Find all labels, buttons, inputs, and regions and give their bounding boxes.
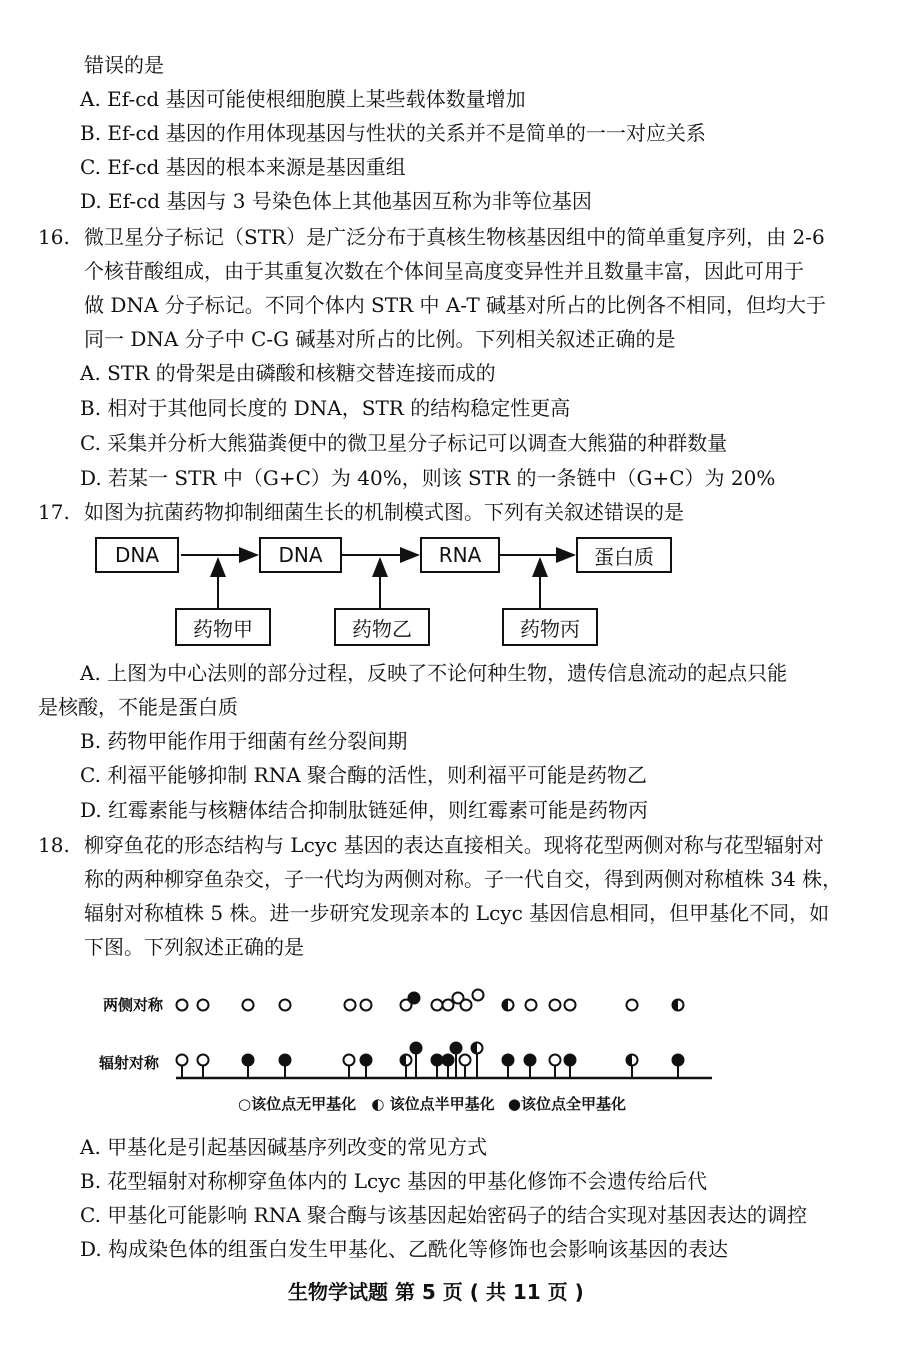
row-label-radial: 辐射对称 bbox=[99, 1054, 160, 1072]
flow-box-rna: RNA bbox=[420, 537, 500, 573]
q15-option-b: B. Ef-cd 基因的作用体现基因与性状的关系并不是简单的一一对应关系 bbox=[80, 121, 706, 145]
q17-option-b: B. 药物甲能作用于细菌有丝分裂间期 bbox=[80, 729, 408, 753]
bilateral-site-marker bbox=[361, 1000, 372, 1011]
legend bbox=[238, 1094, 626, 1114]
q16-stem-line: 微卫星分子标记（STR）是广泛分布于真核生物核基因组中的简单重复序列，由 2-6 bbox=[84, 225, 825, 249]
legend-full-icon: ● bbox=[507, 1095, 522, 1113]
q17-stem: 如图为抗菌药物抑制细菌生长的机制模式图。下列有关叙述错误的是 bbox=[84, 500, 684, 524]
q18-stem-line: 称的两种柳穿鱼杂交，子一代均为两侧对称。子一代自交，得到两侧对称植株 34 株， bbox=[84, 867, 843, 891]
q18-stem-line: 辐射对称植株 5 株。进一步研究发现亲本的 Lcyc 基因信息相同，但甲基化不同，如 bbox=[84, 901, 830, 925]
page-footer: 生物学试题 第 5 页 ( 共 11 页 ) bbox=[288, 1280, 584, 1304]
bilateral-site-marker bbox=[473, 990, 484, 1001]
q15-stem-tail: 错误的是 bbox=[84, 53, 164, 77]
row-label-bilateral: 两侧对称 bbox=[103, 996, 164, 1014]
q17-option-a-cont: 是核酸，不能是蛋白质 bbox=[38, 695, 238, 719]
bilateral-site-marker bbox=[243, 1000, 254, 1011]
legend-full-label: 该位点全甲基化 bbox=[521, 1095, 627, 1113]
bilateral-site-marker bbox=[550, 1000, 561, 1011]
q18-option-c: C. 甲基化可能影响 RNA 聚合酶与该基因起始密码子的结合实现对基因表达的调控 bbox=[80, 1203, 808, 1227]
q16-stem-line: 做 DNA 分子标记。不同个体内 STR 中 A-T 碱基对所占的比例各不相同，但均大于 bbox=[84, 293, 827, 317]
radial-site-marker bbox=[443, 1055, 454, 1066]
radial-site-marker bbox=[550, 1055, 561, 1066]
q16-option-c: C. 采集并分析大熊猫粪便中的微卫星分子标记可以调查大熊猫的种群数量 bbox=[80, 431, 728, 455]
radial-site-marker bbox=[460, 1055, 471, 1066]
radial-site-marker bbox=[451, 1043, 462, 1054]
q17-option-d: D. 红霉素能与核糖体结合抑制肽链延伸，则红霉素可能是药物丙 bbox=[80, 798, 649, 822]
flow-box-dna: DNA bbox=[95, 537, 179, 573]
bilateral-site-marker bbox=[345, 1000, 356, 1011]
q16-option-d: D. 若某一 STR 中（G+C）为 40%，则该 STR 的一条链中（G+C）为 20% bbox=[80, 466, 776, 490]
q17-option-a: A. 上图为中心法则的部分过程，反映了不论何种生物，遗传信息流动的起点只能 bbox=[80, 661, 788, 685]
q16-stem-line: 个核苷酸组成，由于其重复次数在个体间呈高度变异性并且数量丰富，因此可用于 bbox=[84, 259, 804, 283]
radial-site-marker bbox=[243, 1055, 254, 1066]
radial-site-marker bbox=[411, 1043, 422, 1054]
q18-number: 18. bbox=[38, 833, 70, 857]
radial-site-marker bbox=[198, 1055, 209, 1066]
q16-option-a: A. STR 的骨架是由磷酸和核糖交替连接而成的 bbox=[80, 361, 496, 385]
radial-site-marker bbox=[361, 1055, 372, 1066]
q18-stem-line: 柳穿鱼花的形态结构与 Lcyc 基因的表达直接相关。现将花型两侧对称与花型辐射对 bbox=[84, 833, 824, 857]
bilateral-site-marker bbox=[409, 993, 420, 1004]
q17-number: 17. bbox=[38, 500, 70, 524]
drug-box-bing: 药物丙 bbox=[502, 608, 598, 646]
q16-option-b: B. 相对于其他同长度的 DNA，STR 的结构稳定性更高 bbox=[80, 396, 571, 420]
q15-option-d: D. Ef-cd 基因与 3 号染色体上其他基因互称为非等位基因 bbox=[80, 189, 592, 213]
bilateral-site-marker bbox=[503, 1000, 514, 1011]
bilateral-site-marker bbox=[198, 1000, 209, 1011]
q18-option-d: D. 构成染色体的组蛋白发生甲基化、乙酰化等修饰也会影响该基因的表达 bbox=[80, 1237, 729, 1261]
q18-option-b: B. 花型辐射对称柳穿鱼体内的 Lcyc 基因的甲基化修饰不会遗传给后代 bbox=[80, 1169, 708, 1193]
bilateral-site-marker bbox=[280, 1000, 291, 1011]
radial-site-marker bbox=[472, 1043, 483, 1054]
radial-site-marker bbox=[344, 1055, 355, 1066]
q15-option-c: C. Ef-cd 基因的根本来源是基因重组 bbox=[80, 155, 406, 179]
radial-site-marker bbox=[627, 1055, 638, 1066]
q18-option-a: A. 甲基化是引起基因碱基序列改变的常见方式 bbox=[80, 1135, 488, 1159]
bilateral-site-marker bbox=[526, 1000, 537, 1011]
q16-number: 16. bbox=[38, 225, 70, 249]
bilateral-site-marker bbox=[565, 1000, 576, 1011]
bilateral-site-marker bbox=[461, 1000, 472, 1011]
radial-site-marker bbox=[401, 1055, 412, 1066]
radial-site-marker bbox=[503, 1055, 514, 1066]
bilateral-site-marker bbox=[443, 1000, 454, 1011]
radial-site-marker bbox=[432, 1055, 443, 1066]
bilateral-site-marker bbox=[673, 1000, 684, 1011]
q16-stem-line: 同一 DNA 分子中 C-G 碱基对所占的比例。下列相关叙述正确的是 bbox=[84, 327, 676, 351]
bilateral-site-marker bbox=[177, 1000, 188, 1011]
legend-half-label: 该位点半甲基化 bbox=[389, 1095, 495, 1113]
bilateral-site-marker bbox=[627, 1000, 638, 1011]
radial-site-marker bbox=[177, 1055, 188, 1066]
legend-half-icon: ◐ bbox=[371, 1095, 385, 1113]
q15-option-a: A. Ef-cd 基因可能使根细胞膜上某些载体数量增加 bbox=[80, 87, 526, 111]
radial-site-marker bbox=[280, 1055, 291, 1066]
flow-box-dna-copy: DNA bbox=[259, 537, 342, 573]
drug-box-yi: 药物乙 bbox=[334, 608, 430, 646]
bilateral-site-marker bbox=[432, 1000, 443, 1011]
flow-box-protein: 蛋白质 bbox=[576, 537, 672, 573]
q17-option-c: C. 利福平能够抑制 RNA 聚合酶的活性，则利福平可能是药物乙 bbox=[80, 763, 648, 787]
radial-site-marker bbox=[673, 1055, 684, 1066]
radial-site-marker bbox=[525, 1055, 536, 1066]
legend-none-label: 该位点无甲基化 bbox=[251, 1095, 357, 1113]
q18-stem-line: 下图。下列叙述正确的是 bbox=[84, 935, 304, 959]
radial-site-marker bbox=[565, 1055, 576, 1066]
drug-box-jia: 药物甲 bbox=[175, 608, 271, 646]
legend-none-icon: ○ bbox=[238, 1095, 252, 1113]
